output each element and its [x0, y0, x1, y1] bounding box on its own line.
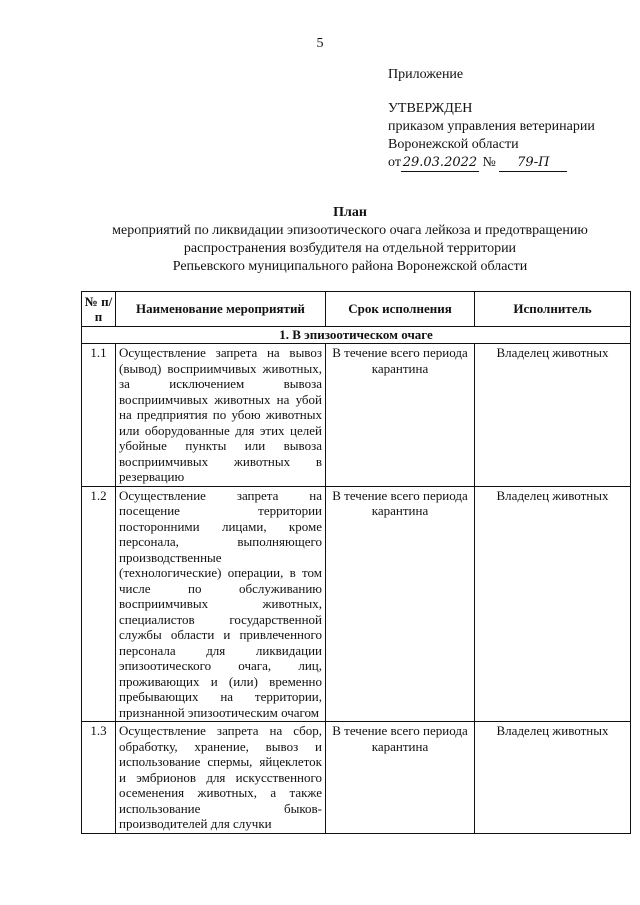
order-number: 79-П: [499, 155, 567, 172]
table-row: [82, 722, 631, 834]
plan-subtitle-line-1: мероприятий по ликвидации эпизоотического очага лейкоза и предотвращению: [112, 223, 588, 238]
row-term: В течение всего периода карантина: [326, 344, 475, 487]
approved-label: УТВЕРЖДЕН: [388, 101, 473, 116]
row-name: Осуществление запрета на вывоз (вывод) восприимчивых животных, за исключением вывоза восприимчивых животных на убой на предприятия по убою животных или оборудованные для этих целей убойные пункты или вывоза восприимчивых животных в резервацию: [116, 344, 326, 487]
header-term: Срок исполнения: [326, 292, 475, 327]
header-executor: Исполнитель: [475, 292, 631, 327]
row-name: Осуществление запрета на посещение территории посторонними лицами, кроме персонала, выполняющего производственные (технологические) операции, в том числе по обслуживанию восприимчивых животных, специалистов государственной службы области и привлеченного персонала для ликвидации эпизоотического очага, лиц, проживающих и (или) временно пребывающих на территории, признанной эпизоотическим очагом: [116, 486, 326, 722]
row-number: 1.1: [82, 344, 116, 487]
order-date: 29.03.2022: [402, 155, 478, 170]
row-number: 1.2: [82, 486, 116, 722]
table-header-row: [82, 292, 631, 327]
row-term: В течение всего периода карантина: [326, 486, 475, 722]
order-line-2: Воронежской области: [388, 137, 519, 152]
row-executor: Владелец животных: [475, 486, 631, 722]
plan-heading: [70, 204, 630, 276]
order-date-line: [388, 154, 633, 172]
header-number: № п/п: [82, 292, 116, 327]
table-row: [82, 344, 631, 487]
section-title: 1. В эпизоотическом очаге: [82, 327, 631, 344]
approval-block: [388, 66, 633, 172]
order-line-1: приказом управления ветеринарии: [388, 119, 595, 134]
plan-title: План: [333, 205, 367, 220]
row-executor: Владелец животных: [475, 344, 631, 487]
page-number: 5: [316, 36, 324, 51]
row-executor: Владелец животных: [475, 722, 631, 834]
number-prefix: №: [482, 155, 496, 170]
appendix-label: Приложение: [388, 67, 464, 82]
section-row: [82, 327, 631, 344]
header-name: Наименование мероприятий: [116, 292, 326, 327]
plan-subtitle-line-2: распространения возбудителя на отдельной территории: [183, 241, 517, 256]
date-prefix: от: [388, 155, 401, 170]
table-row: [82, 486, 631, 722]
plan-subtitle-line-3: Репьевского муниципального района Воронежской области: [172, 259, 528, 274]
row-term: В течение всего периода карантина: [326, 722, 475, 834]
measures-table: [81, 291, 631, 834]
row-name: Осуществление запрета на сбор, обработку, хранение, вывоз и использование спермы, яйцеклеток и эмбрионов для искусственного осеменения животных, а также использование быков-производителей для случки: [116, 722, 326, 834]
row-number: 1.3: [82, 722, 116, 834]
